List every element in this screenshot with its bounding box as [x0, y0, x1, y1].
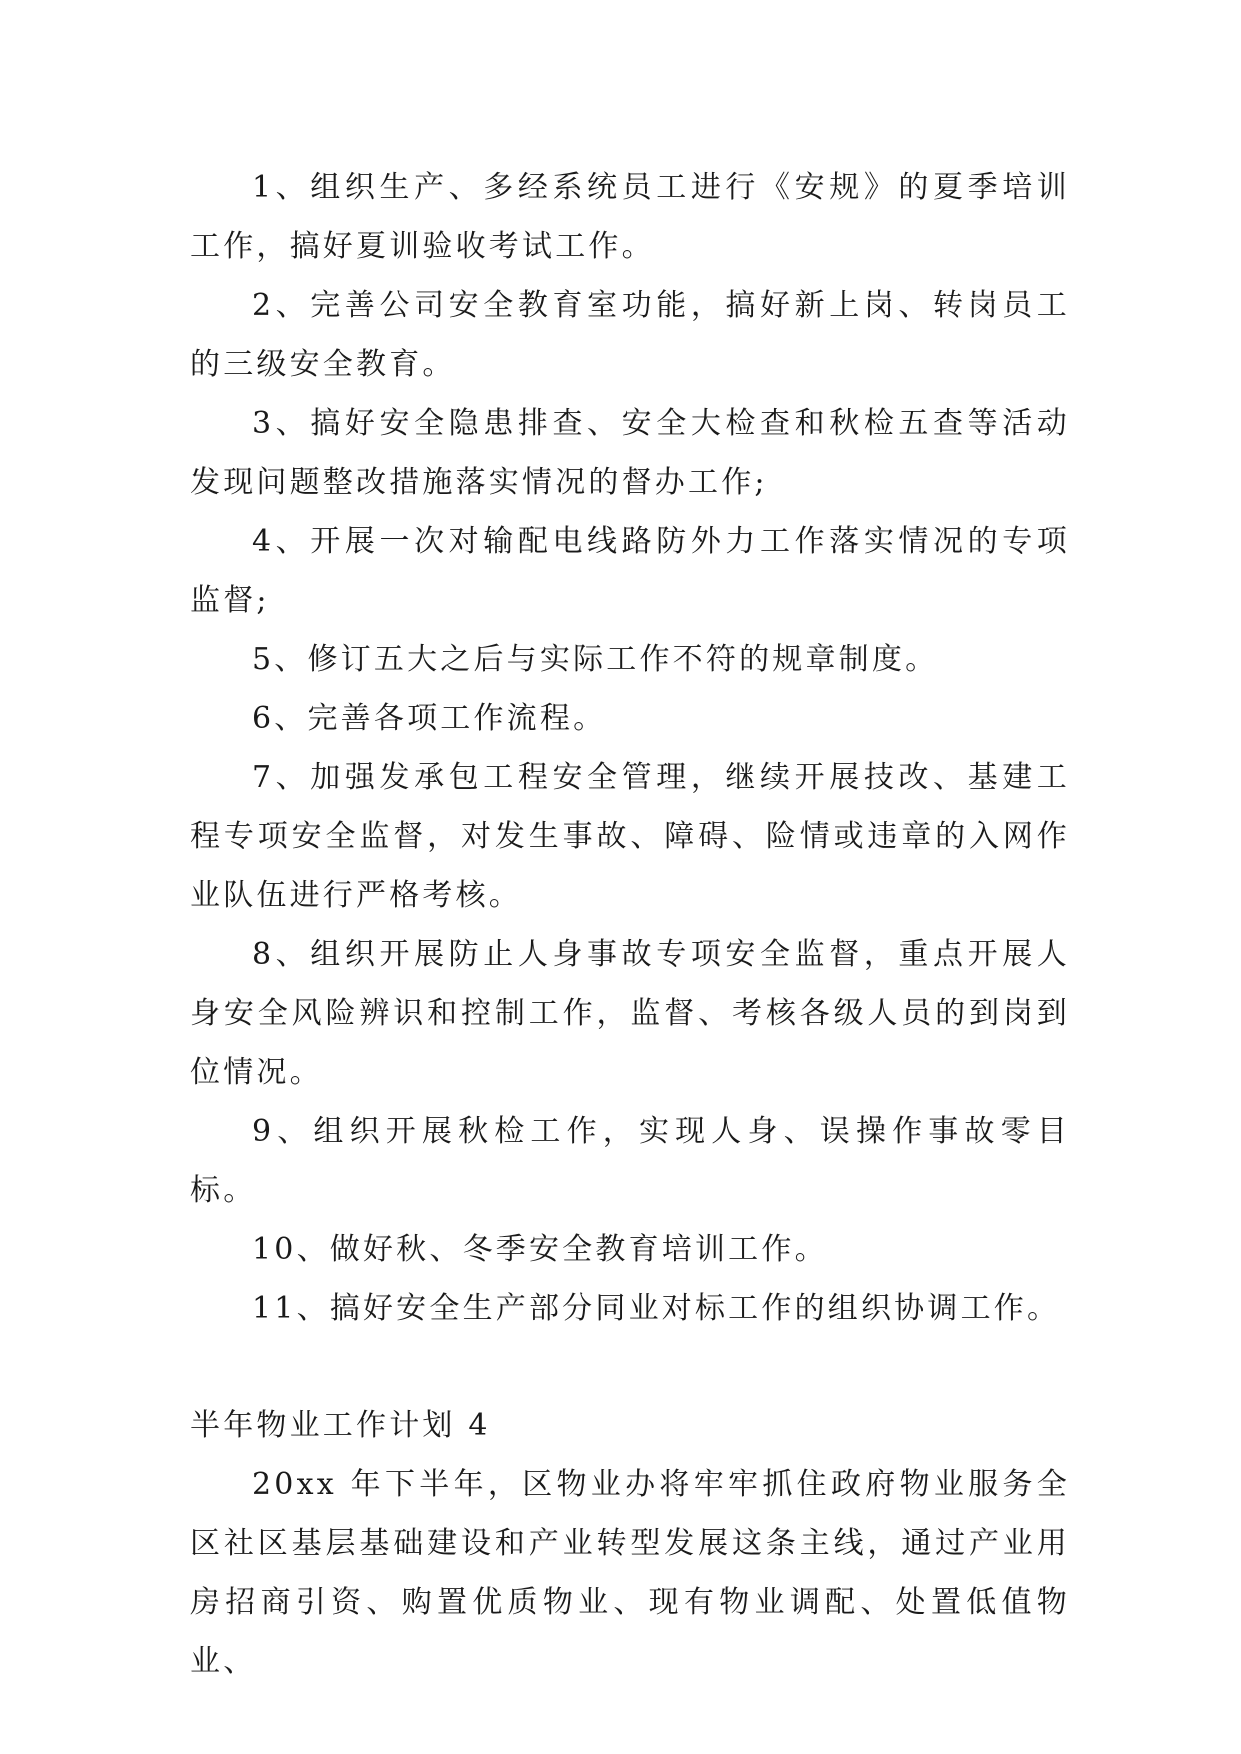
list-item: 5、修订五大之后与实际工作不符的规章制度。 [252, 642, 939, 677]
section-spacer [190, 1338, 1070, 1396]
list-item: 1、组织生产、多经系统员工进行《安规》的夏季培训工作，搞好夏训验收考试工作。 [190, 170, 1070, 264]
list-item: 9、组织开展秋检工作，实现人身、误操作事故零目标。 [190, 1114, 1070, 1208]
list-item: 3、搞好安全隐患排查、安全大检查和秋检五查等活动发现问题整改措施落实情况的督办工作; [190, 406, 1070, 500]
list-item: 2、完善公司安全教育室功能，搞好新上岗、转岗员工的三级安全教育。 [190, 288, 1070, 382]
section-heading: 半年物业工作计划 4 [190, 1408, 491, 1443]
list-item: 8、组织开展防止人身事故专项安全监督，重点开展人身安全风险辨识和控制工作，监督、考核各级人员的到岗到位情况。 [190, 937, 1070, 1090]
list-item: 7、加强发承包工程安全管理，继续开展技改、基建工程专项安全监督，对发生事故、障碍、险情或违章的入网作业队伍进行严格考核。 [190, 760, 1070, 913]
list-item: 11、搞好安全生产部分同业对标工作的组织协调工作。 [252, 1291, 1061, 1326]
list-item: 10、做好秋、冬季安全教育培训工作。 [252, 1232, 828, 1267]
list-item: 6、完善各项工作流程。 [252, 701, 607, 736]
list-item: 4、开展一次对输配电线路防外力工作落实情况的专项监督; [190, 524, 1070, 618]
document-body [190, 158, 1070, 1691]
section-paragraph: 20xx 年下半年，区物业办将牢牢抓住政府物业服务全区社区基层基础建设和产业转型发展这条主线，通过产业用房招商引资、购置优质物业、现有物业调配、处置低值物业、 [190, 1467, 1070, 1679]
